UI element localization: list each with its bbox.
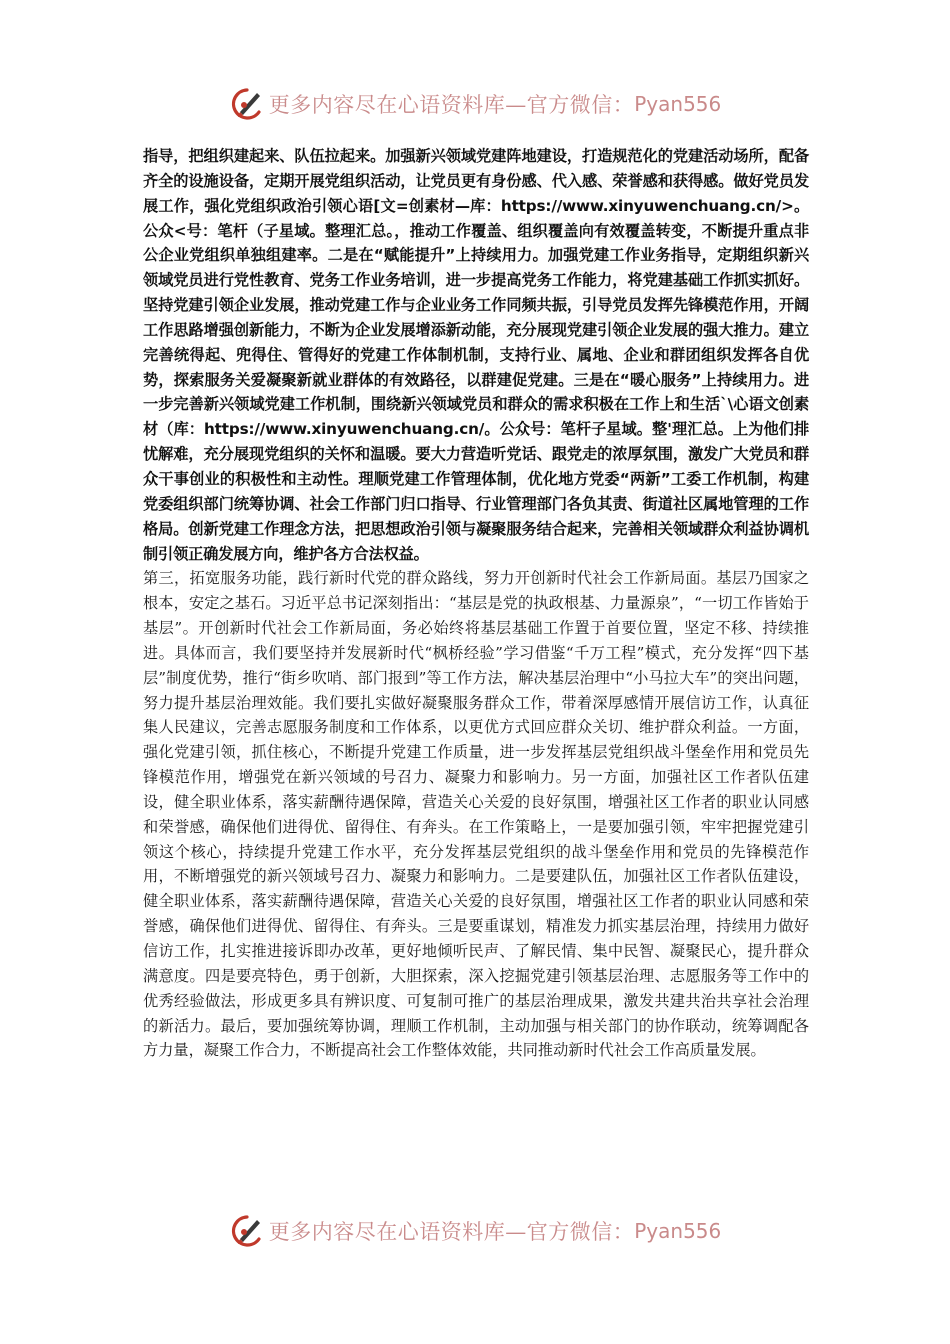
banner-text: 更多内容尽在心语资料库—官方微信： — [268, 1220, 635, 1244]
pen-logo-icon — [229, 86, 265, 122]
document-body — [143, 144, 809, 1063]
banner-text: 更多内容尽在心语资料库—官方微信： — [268, 93, 635, 117]
banner-wechat-id: Pyan556 — [634, 1219, 722, 1243]
paragraph-party-building: 指导，把组织建起来、队伍拉起来。加强新兴领域党建阵地建设，打造规范化的党建活动场所，配备齐全的设施设备，定期开展党组织活动，让党员更有身份感、代入感、荣誉感和获得感。做好党员发展工作，强化党组织政治引领心语[文=创素材—库：https://www.xinyuwenchuang.cn/>。公众<号：笔杆（子星域。整理汇总。，推动工作覆盖、组织覆盖向有效覆盖转变，不断提升重点非公企业党组织单独组建率。二是在“赋能提升”上持续用力。加强党建工作业务指导，定期组织新兴领域党员进行党性教育、党务工作业务培训，进一步提高党务工作能力，将党建基础工作抓实抓好。坚持党建引领企业发展，推动党建工作与企业业务工作同频共振，引导党员发挥先锋模范作用，开阔工作思路增强创新能力，不断为企业发展增添新动能，充分展现党建引领企业发展的强大推力。建立完善统得起、兜得住、管得好的党建工作体制机制，支持行业、属地、企业和群团组织发挥各自优势，探索服务关爱凝聚新就业群体的有效路径，以群建促党建。三是在“暖心服务”上持续用力。进一步完善新兴领域党建工作机制，围绕新兴领域党员和群众的需求积极在工作上和生活`\心语文创素材（库：https://www.xinyuwenchuang.cn/。公众号：笔杆子星域。整'理汇总。上为他们排忧解难，充分展现党组织的关怀和温暖。要大力营造听党话、跟党走的浓厚氛围，激发广大党员和群众干事创业的积极性和主动性。理顺党建工作管理体制，优化地方党委“两新”工委工作机制，构建党委组织部门统筹协调、社会工作部门归口指导、行业管理部门各负其责、街道社区属地管理的工作格局。创新党建工作理念方法，把思想政治引领与凝聚服务结合起来，完善相关领域群众利益协调机制引领正确发展方向，维护各方合法权益。 — [143, 147, 809, 563]
pen-logo-icon — [229, 1213, 265, 1249]
banner-wechat-id: Pyan556 — [634, 92, 722, 116]
footer-banner — [0, 1211, 950, 1251]
paragraph-social-work: 第三，拓宽服务功能，践行新时代党的群众路线，努力开创新时代社会工作新局面。基层乃国家之根本，安定之基石。习近平总书记深刻指出：“基层是党的执政根基、力量源泉”，“一切工作皆始于基层”。开创新时代社会工作新局面，务必始终将基层基础工作置于首要位置，坚定不移、持续推进。具体而言，我们要坚持并发展新时代“枫桥经验”学习借鉴“千万工程”模式，充分发挥“四下基层”制度优势，推行“街乡吹哨、部门报到”等工作方法，解决基层治理中“小马拉大车”的突出问题，努力提升基层治理效能。我们要扎实做好凝聚服务群众工作，带着深厚感情开展信访工作，认真征集人民建议，完善志愿服务制度和工作体系，以更优方式回应群众关切、维护群众利益。一方面，强化党建引领，抓住核心，不断提升党建工作质量，进一步发挥基层党组织战斗堡垒作用和党员先锋模范作用，增强党在新兴领域的号召力、凝聚力和影响力。另一方面，加强社区工作者队伍建设，健全职业体系，落实薪酬待遇保障，营造关心关爱的良好氛围，增强社区工作者的职业认同感和荣誉感，确保他们进得优、留得住、有奔头。在工作策略上，一是要加强引领，牢牢把握党建引领这个核心，持续提升党建工作水平，充分发挥基层党组织的战斗堡垒作用和党员的先锋模范作用，不断增强党的新兴领域号召力、凝聚力和影响力。二是要建队伍，加强社区工作者队伍建设，健全职业体系，落实薪酬待遇保障，营造关心关爱的良好氛围，增强社区工作者的职业认同感和荣誉感，确保他们进得优、留得住、有奔头。三是要重谋划，精准发力抓实基层治理，持续用力做好信访工作，扎实推进接诉即办改革，更好地倾听民声、了解民情、集中民智、凝聚民心，提升群众满意度。四是要亮特色，勇于创新，大胆探索，深入挖掘党建引领基层治理、志愿服务等工作中的优秀经验做法，形成更多具有辨识度、可复制可推广的基层治理成果，激发共建共治共享社会治理的新活力。最后，要加强统筹协调，理顺工作机制，主动加强与相关部门的协作联动，统筹调配各方力量，凝聚工作合力，不断提高社会工作整体效能，共同推动新时代社会工作高质量发展。 — [143, 569, 809, 1060]
header-banner — [0, 84, 950, 124]
